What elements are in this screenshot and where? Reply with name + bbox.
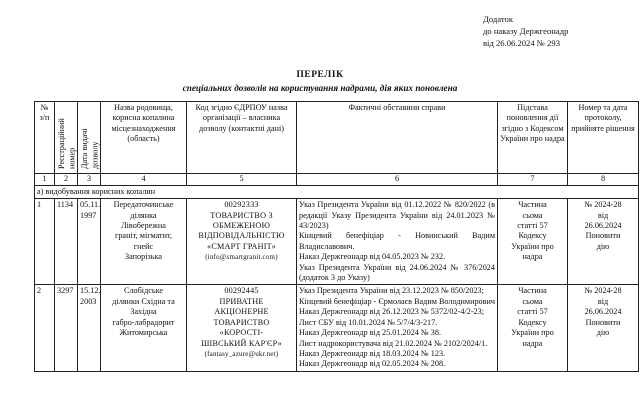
basis-line: Кодексу (518, 317, 547, 327)
protocol-line: № 2024-28 (584, 200, 622, 210)
permits-table (34, 101, 639, 372)
cell-deposit (101, 285, 187, 371)
cell-date: 05.11. 1997 (78, 199, 101, 285)
org-line: ОБМЕЖЕНОЮ (212, 221, 271, 231)
org-line: «КОРОСТІ- (219, 328, 264, 338)
col-number: 1 (35, 174, 55, 185)
section-row (35, 185, 639, 198)
protocol-line: Поновити (585, 317, 621, 327)
fact-line: Наказ Держгеонадр від 18.03.2024 № 123. (299, 348, 446, 358)
protocol-line: Поновити (585, 231, 621, 241)
fact-line: Указ Президента України від 24.06.2024 № 376/2024 (додаток 3 до Указу) (299, 262, 495, 283)
header-date (78, 102, 101, 174)
basis-line: Частина (518, 286, 547, 296)
header-basis (498, 102, 568, 174)
header-facts-label: Фактичні обставини справи (348, 103, 446, 112)
cell-organization (187, 285, 297, 371)
deposit-line: граніт, мігматит, (114, 231, 173, 241)
header-edrpou (187, 102, 297, 174)
header-protocol-label: Номер та дата протоколу, прийняте рішення (571, 103, 635, 133)
org-code: 00292333 (224, 200, 259, 210)
org-line: ПРИВАТНЕ (219, 296, 264, 306)
org-line: «СМАРТ ГРАНІТ» (207, 241, 276, 251)
cell-organization (187, 199, 297, 285)
section-label: а) видобування корисних копалин (35, 185, 639, 198)
fact-line: Лист СБУ від 10.01.2024 № 5/7/4/3-217. (299, 317, 438, 327)
fact-line: Наказ Держгеонадр від 02.05.2024 № 208. (299, 359, 446, 369)
basis-line: сьома (522, 210, 543, 220)
document-subtitle: спеціальних дозволів на користування надрами, дія яких поновлена (182, 83, 458, 93)
cell-deposit (101, 199, 187, 285)
cell-date: 15.12. 2003 (78, 285, 101, 371)
org-line: ТОВАРИСТВО З (210, 210, 273, 220)
basis-line: сьома (522, 296, 543, 306)
deposit-line: ділянка (130, 210, 157, 220)
fact-line: Наказ Держгеонадр від 04.05.2023 № 232. (299, 252, 446, 262)
col-number: 6 (297, 174, 498, 185)
col-number: 3 (78, 174, 101, 185)
org-line: АКЦІОНЕРНЕ (214, 307, 269, 317)
header-no (35, 102, 55, 174)
protocol-line: 26.06.2024 (584, 221, 622, 231)
deposit-line: гнейс (133, 241, 154, 251)
cell-reg: 1134 (55, 199, 78, 285)
document-title: ПЕРЕЛІК (296, 70, 344, 80)
deposit-line: габро-лабрадорит (112, 317, 175, 327)
header-no-label: № з/п (39, 103, 50, 123)
cell-no: 1 (35, 199, 55, 285)
deposit-line: Західна (130, 307, 157, 317)
cell-no: 2 (35, 285, 55, 371)
table-header-row (35, 102, 639, 174)
org-line: ВІДПОВІДАЛЬНІСТЮ (198, 231, 285, 241)
basis-line: надра (522, 338, 543, 348)
col-number: 7 (498, 174, 568, 185)
cell-reg: 3297 (55, 285, 78, 371)
col-number: 5 (187, 174, 297, 185)
annex-line: до наказу Держгеонадр (483, 26, 569, 36)
basis-line: Кодексу (518, 231, 547, 241)
header-name-label: Назва родовища, корисна копалина місцезнаходження (область) (111, 103, 176, 144)
org-code: 00292445 (224, 286, 259, 296)
column-number-row (35, 174, 639, 185)
org-contact: (fantasy_azure@ukr.net) (204, 349, 279, 358)
cell-basis (498, 199, 568, 285)
deposit-line: Передаточинське (113, 200, 174, 210)
protocol-line: № 2024-28 (584, 286, 622, 296)
cell-basis (498, 285, 568, 371)
protocol-line: дію (596, 241, 610, 251)
deposit-line: Запорізька (125, 252, 162, 262)
table-row (35, 285, 639, 371)
org-contact: (info@smartgranit.com) (205, 253, 278, 262)
col-number: 2 (55, 174, 78, 185)
basis-line: статті 57 (517, 307, 548, 317)
fact-line: Кінцевий бенефіціар - Єрмолаєв Вадим Володимирович (299, 296, 496, 306)
table-row (35, 199, 639, 285)
header-facts (297, 102, 498, 174)
cell-protocol (568, 199, 639, 285)
basis-line: України про (511, 328, 554, 338)
deposit-line: Слобідське (123, 286, 164, 296)
fact-line: Указ Президента України від 23.12.2023 № 850/2023; (299, 286, 484, 296)
protocol-line: дію (596, 328, 610, 338)
protocol-line: від (597, 210, 609, 220)
cell-protocol (568, 285, 639, 371)
org-line: ТОВАРИСТВО (213, 317, 270, 327)
cell-facts (297, 285, 498, 371)
header-reg (55, 102, 78, 174)
header-name (101, 102, 187, 174)
protocol-line: 26.06.2024 (584, 307, 622, 317)
header-date-label: Дата видачі дозволу (80, 128, 100, 169)
col-number: 8 (568, 174, 639, 185)
annex-line: Додаток (483, 14, 513, 24)
header-protocol (568, 102, 639, 174)
deposit-line: Лівобережна (121, 221, 166, 231)
basis-line: Частина (518, 200, 547, 210)
header-reg-label: Реєстраційний номер (57, 118, 77, 169)
annex-header (483, 13, 568, 49)
org-line: ШІВСЬКИЙ КАР'ЄР» (201, 338, 282, 348)
fact-line: Наказ Держгеонадр від 26.12.2023 № 5372/02-4/2-23; (299, 307, 485, 317)
col-number: 4 (101, 174, 187, 185)
protocol-line: від (597, 296, 609, 306)
header-basis-label: Підстава поновлення дії згідно з Кодексом України про надра (500, 103, 565, 144)
fact-line: Указ Президента України від 01.12.2022 № 820/2022 (в редакції Указу Президента України від 24.01.2023 № 43/2023) (299, 200, 495, 231)
header-edrpou-label: Код згідно ЄДРПОУ назва організації – власника дозволу (контактні дані) (195, 103, 288, 133)
deposit-line: ділянки Східна та (112, 296, 175, 306)
fact-line: Кінцевий бенефіціар - Новинський Вадим Владиславович. (299, 231, 495, 251)
cell-facts (297, 199, 498, 285)
basis-line: України про (511, 241, 554, 251)
basis-line: надра (522, 252, 543, 262)
annex-line: від 26.06.2024 № 293 (483, 38, 561, 48)
fact-line: Лист надрокористувача від 21.02.2024 № 2102/2024/1. (299, 338, 488, 348)
deposit-line: Житомирська (119, 328, 168, 338)
basis-line: статті 57 (517, 221, 548, 231)
fact-line: Наказ Держгеонадр від 25.01.2024 № 38. (299, 328, 442, 338)
